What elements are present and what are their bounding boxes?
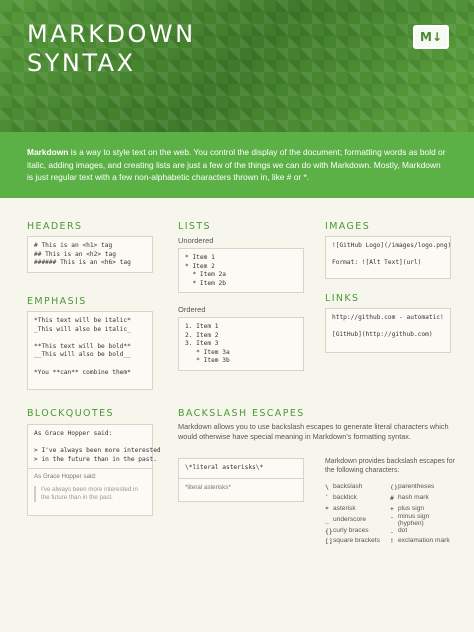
backslash-description: Markdown allows you to use backslash escapes to generate literal characters which would otherwise have special meaning in Markdown's formatting syntax.: [178, 422, 449, 441]
headers-code-block: # This is an <h1> tag ## This is an <h2> tag ###### This is an <h6> tag: [27, 236, 153, 273]
list-item: [325, 482, 455, 493]
list-item: [325, 514, 455, 525]
backslash-code: \*literal asterisks\*: [179, 459, 303, 479]
blockquotes-heading: BLOCKQUOTES: [27, 408, 114, 419]
images-code-block: ![GitHub Logo](/images/logo.png) Format: ![Alt Text](url): [325, 236, 451, 279]
escape-char: []: [325, 537, 333, 546]
intro-bold: Markdown: [27, 147, 69, 157]
links-code-block: http://github.com - automatic! [GitHub](http://github.com): [325, 308, 451, 353]
backslash-heading: BACKSLASH ESCAPES: [178, 408, 305, 419]
ordered-code-block: 1. Item 1 2. Item 2 3. Item 3 * Item 3a * Item 3b: [178, 317, 304, 371]
intro-panel: [0, 132, 474, 198]
escape-char: {}: [325, 526, 333, 535]
page-title: [27, 20, 227, 78]
ordered-label: Ordered: [178, 305, 206, 314]
list-item: [325, 493, 455, 504]
escape-name: curly braces: [333, 526, 369, 534]
escape-name: asterisk: [333, 504, 356, 512]
emphasis-heading: EMPHASIS: [27, 296, 87, 307]
escapes-list: [325, 482, 455, 547]
escape-name: minus sign (hyphen): [397, 512, 430, 527]
escape-char: !: [390, 537, 394, 546]
backslash-example: [178, 458, 304, 502]
escape-char: -: [390, 512, 394, 521]
lists-heading: LISTS: [178, 221, 211, 232]
escape-char: .: [390, 526, 394, 535]
unordered-label: Unordered: [178, 236, 214, 245]
backslash-render: *literal asterisks*: [185, 483, 231, 491]
escape-name: square brackets: [333, 537, 380, 545]
escape-name: plus sign: [398, 504, 425, 512]
blockquote-code: As Grace Hopper said: > I've always been more interested > in the future than in the past.: [34, 430, 161, 463]
render-quote: I've always been more interested in the future than in the past.: [34, 486, 146, 502]
markdown-logo-icon: [413, 25, 449, 49]
escape-name: backtick: [333, 494, 357, 502]
emphasis-code-block: *This text will be italic* _This will also be italic_ **This text will be bold** __This will also be bold__ *You **can** combine them*: [27, 311, 153, 390]
logo-text: M↓: [420, 30, 442, 44]
list-item: [325, 525, 455, 536]
escape-char: \: [325, 483, 329, 492]
escape-name: exclamation mark: [398, 537, 450, 545]
escape-name: hash mark: [398, 494, 429, 502]
escape-name: underscore: [333, 515, 366, 523]
escape-char: #: [390, 494, 394, 503]
headers-heading: HEADERS: [27, 221, 83, 232]
escape-char: (): [390, 483, 398, 492]
blockquote-render: [28, 469, 152, 506]
render-intro: As Grace Hopper said:: [34, 473, 97, 481]
title-line-1: MARKDOWN: [27, 20, 196, 48]
escape-char: `: [325, 494, 329, 503]
hero-banner: [0, 0, 474, 132]
intro-text: is a way to style text on the web. You control the display of the document; formatting words as bold or italic, adding images, and creating lists are just a few of the things we can do with Markdown. Mostly, Markdown is just regular text with a few non-alphabetic characters thrown in, like # or *.: [27, 147, 446, 183]
escape-char: +: [390, 504, 394, 513]
escape-name: dot: [398, 526, 408, 534]
links-heading: LINKS: [325, 293, 360, 304]
escape-char: *: [325, 504, 329, 513]
escape-char: _: [325, 515, 329, 524]
list-item: [325, 536, 455, 547]
escape-name: parentheses: [398, 483, 435, 491]
title-line-2: SYNTAX: [27, 49, 136, 77]
images-heading: IMAGES: [325, 221, 371, 232]
escape-name: backslash: [333, 483, 363, 491]
unordered-code-block: * Item 1 * Item 2 * Item 2a * Item 2b: [178, 248, 304, 293]
blockquote-example: [27, 424, 161, 516]
escapes-intro: Markdown provides backslash escapes for the following characters:: [325, 458, 455, 474]
